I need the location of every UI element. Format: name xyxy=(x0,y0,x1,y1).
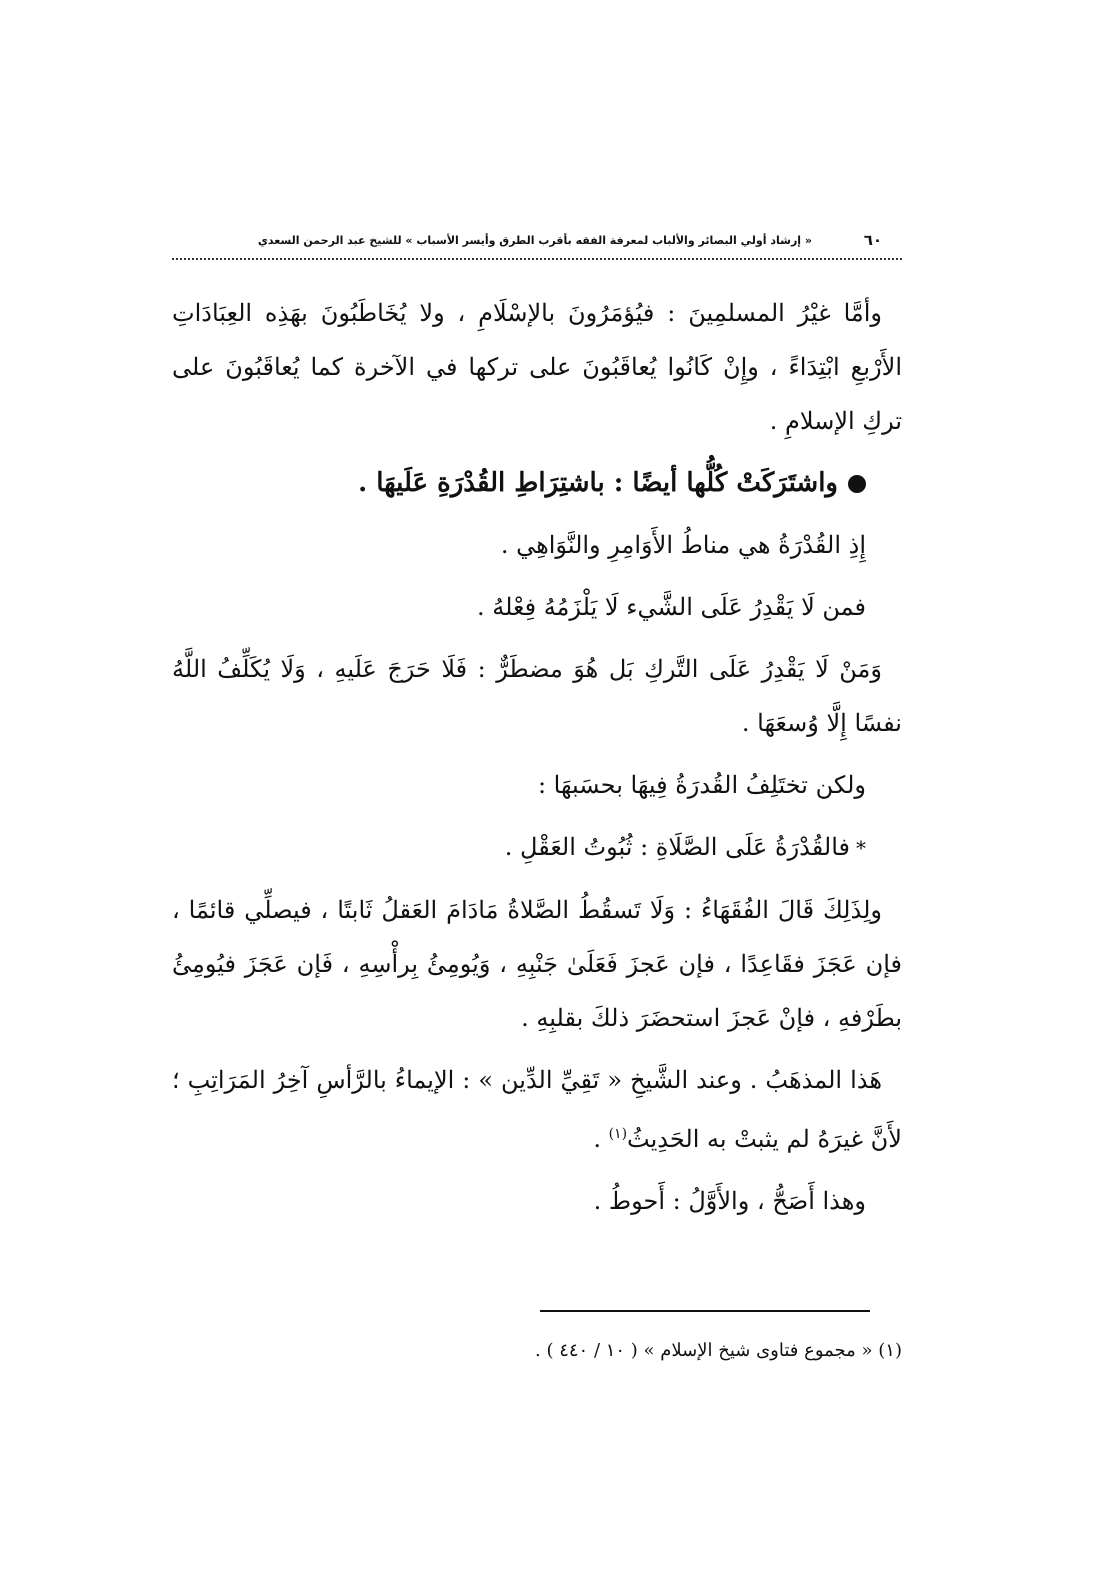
bullet-icon xyxy=(848,475,866,493)
paragraph-end: . xyxy=(593,1125,609,1153)
paragraph: وَمَنْ لَا يَقْدِرُ عَلَى التَّركِ بَل هُوَ مضطَرٌّ : فَلَا حَرَجَ عَلَيهِ ، وَلَا يُكَلِّفُ اللَّهُ نفسًا إِلَّا وُسعَهَا . xyxy=(172,655,902,737)
page-number: ٦٠ xyxy=(863,231,882,249)
paragraph-text: فالقُدْرَةُ عَلَى الصَّلَاةِ : ثُبُوتُ العَقْلِ . xyxy=(504,833,850,861)
paragraph-star xyxy=(172,820,902,875)
page-body xyxy=(172,286,902,1236)
paragraph: ولِذَلِكَ قَالَ الفُقَهَاءُ : وَلَا تَسقُطُ الصَّلاةُ مَادَامَ العَقلُ ثَابتًا ، فيصلِّي قائمًا ، فإن عَجَزَ فقَاعِدًا ، فإن عَجزَ فَعَلَىٰ جَنْبِهِ ، وَيُومِئُ بِرأْسِهِ ، فَإن عَجَزَ فيُومِئُ بطَرْفهِ ، فإنْ عَجزَ استحضَرَ ذلكَ بقلبِهِ . xyxy=(172,896,902,1032)
paragraph-text: هَذا المذهَبُ . وعند الشَّيخِ « تَقِيِّ الدِّين » : الإيماءُ بالرَّأسِ آخِرُ المَرَاتِبِ ؛ لأَنَّ غيرَهُ لم يثبتْ به الحَدِيثُ xyxy=(172,1066,902,1153)
footnote-reference[interactable]: (١) xyxy=(608,1126,628,1142)
paragraph: إِذِ القُدْرَةُ هي مناطُ الأَوَامِرِ والنَّوَاهِي . xyxy=(500,531,866,559)
footnote-divider xyxy=(540,1310,870,1312)
paragraph: ولكن تختَلِفُ القُدرَةُ فِيهَا بحسَبهَا : xyxy=(537,771,866,799)
paragraph: وهذا أَصَحُّ ، والأَوَّلُ : أَحوطُ . xyxy=(593,1187,866,1215)
paragraph: وأمَّا غيْرُ المسلمِينَ : فيُؤمَرُونَ بالإسْلَامِ ، ولا يُخَاطَبُونَ بهَذِه العِبَادَاتِ الأَرْبعِ ابْتِدَاءً ، وإِنْ كَانُوا يُعاقَبُونَ على تركها في الآخرة كما يُعاقَبُونَ على تركِ الإسلامِ . xyxy=(172,299,902,435)
paragraph xyxy=(172,1053,902,1166)
paragraph-bullet xyxy=(172,456,902,510)
running-title: « إرشاد أولي البصائر والألباب لمعرفة الفقه بأقرب الطرق وأيسر الأسباب » للشيخ عبد الرحمن السعدي xyxy=(257,234,812,247)
asterisk-icon: * xyxy=(856,836,866,860)
header-divider xyxy=(172,258,902,260)
page-header xyxy=(172,232,902,254)
paragraph: فمن لَا يَقْدِرُ عَلَى الشَّيء لَا يَلْزَمُهُ فِعْلهُ . xyxy=(476,593,866,621)
paragraph-text: واشتَرَكَتْ كُلُّها أيضًا : باشتِرَاطِ القُدْرَةِ عَلَيهَا . xyxy=(358,468,838,498)
footnote: (١) « مجموع فتاوى شيخ الإسلام » ( ١٠ / ٤٤٠ ) . xyxy=(535,1340,902,1361)
